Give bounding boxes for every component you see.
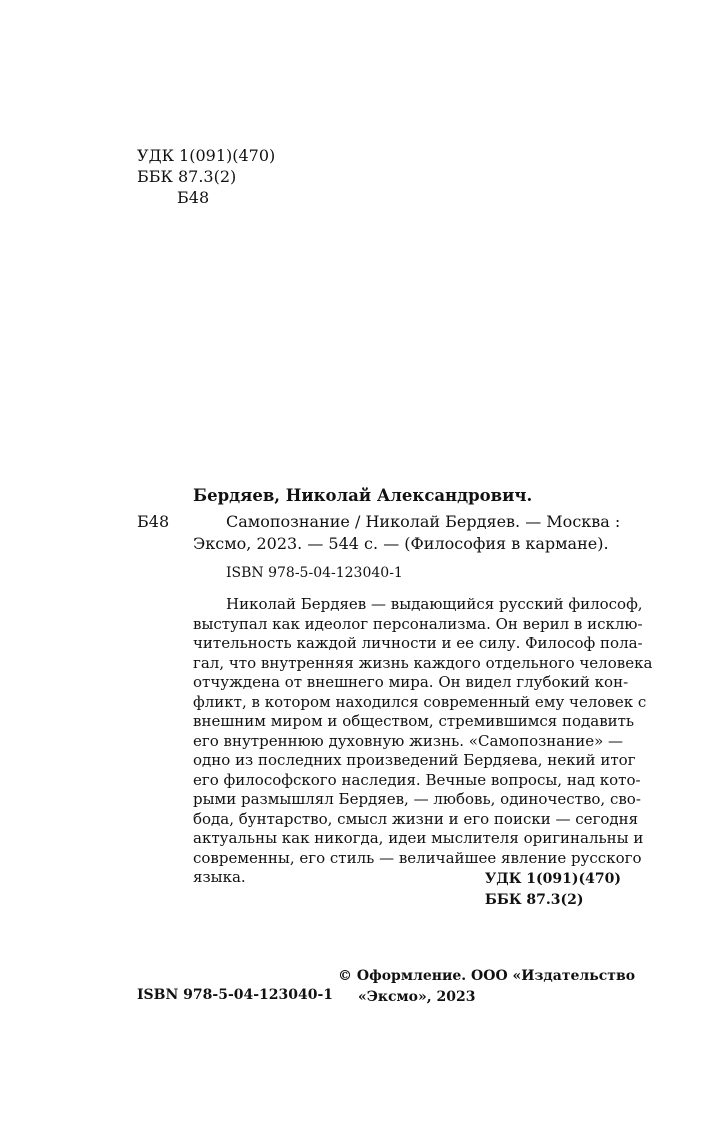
annotation-line: отчуждена от внешнего мира. Он видел глубокий кон- [193, 673, 629, 691]
copyright-notice [338, 968, 635, 1010]
udk-code: УДК 1(091)(470) [137, 146, 276, 165]
title-statement-line-1: Самопознание / Николай Бердяев. — Москва : [226, 512, 621, 531]
card-author-mark: Б48 [137, 512, 170, 531]
annotation-line: рыми размышлял Бердяев, — любовь, одиночество, сво- [193, 790, 641, 808]
annotation-line: языка. [193, 868, 246, 886]
copyright-line-2: «Эксмо», 2023 [358, 989, 476, 1005]
footer-isbn: ISBN 978-5-04-123040-1 [137, 987, 334, 1003]
annotation-line: современны, его стиль — величайшее явление русского [193, 848, 642, 867]
annotation [193, 595, 653, 888]
top-classification-codes [137, 146, 275, 209]
annotation-line: актуальны как никогда, идеи мыслителя оригинальны и [193, 829, 644, 847]
card-udk-code: УДК 1(091)(470) [484, 871, 621, 887]
card-classification-codes [485, 871, 621, 913]
annotation-line: выступал как идеолог персонализма. Он верил в исклю- [193, 614, 643, 633]
copyright-line-1: © Оформление. ООО «Издательство [338, 968, 636, 984]
card-bbk-code: ББК 87.3(2) [484, 892, 584, 908]
annotation-line: бода, бунтарство, смысл жизни и его поиски — сегодня [193, 809, 639, 828]
bbk-code: ББК 87.3(2) [137, 167, 237, 186]
annotation-line: гал, что внутренняя жизнь каждого отдельного человека [193, 653, 653, 672]
author-name: Бердяев, Николай Александрович. [193, 486, 533, 505]
annotation-line: одно из последних произведений Бердяева, некий итог [193, 751, 636, 769]
annotation-line: его философского наследия. Вечные вопросы, над кото- [193, 770, 641, 789]
annotation-line: его внутреннюю духовную жизнь. «Самопознание» — [193, 731, 624, 750]
annotation-line: чительность каждой личности и ее силу. Философ пола- [193, 634, 643, 652]
annotation-line: Николай Бердяев — выдающийся русский философ, [226, 595, 643, 613]
annotation-line: внешним миром и обществом, стремившимся подавить [193, 712, 635, 730]
card-isbn: ISBN 978-5-04-123040-1 [226, 565, 403, 581]
author-mark: Б48 [177, 188, 210, 207]
title-statement-line-2: Эксмо, 2023. — 544 с. — (Философия в кармане). [193, 534, 609, 553]
annotation-line: фликт, в котором находился современный ему человек с [193, 692, 647, 711]
